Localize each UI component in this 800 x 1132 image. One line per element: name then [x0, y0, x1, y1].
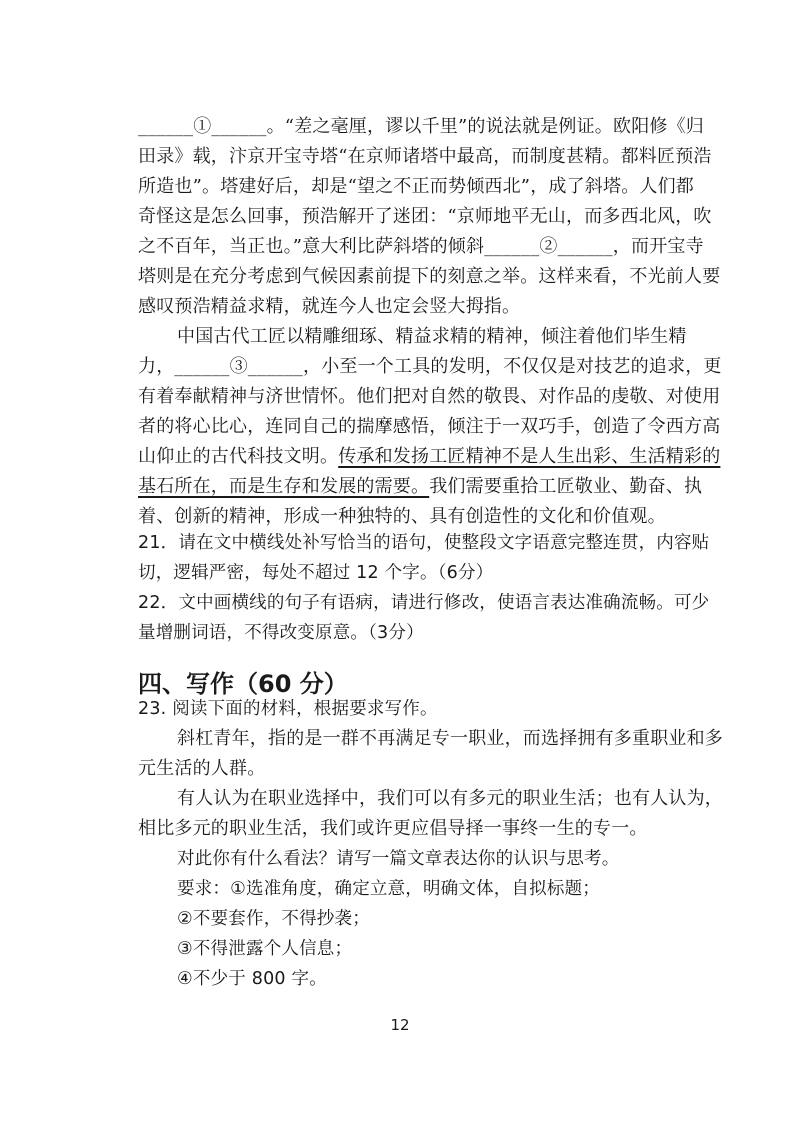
writing-prompt: 对此你有什么看法？请写一篇文章表达你的认识与思考。: [177, 849, 620, 869]
passage-line: 有着奉献精神与济世情怀。他们把对自然的敬畏、对作品的虔敬、对使用: [138, 386, 721, 407]
passage-line: 奇怪这是怎么回事，预浩解开了迷团：“京师地平无山，而多西北风，吹: [138, 206, 712, 227]
material-line: 元生活的人群。: [138, 758, 266, 779]
passage-line: 之不百年，当正也。”意大利比萨斜塔的倾斜______②______，而开宝寺: [138, 236, 704, 257]
underlined-sentence: 传承和发扬工匠精神不是人生出彩、生活精彩的: [338, 446, 721, 467]
passage-line: 着、创新的精神，形成一种独特的、具有创造性的文化和价值观。: [138, 506, 666, 527]
passage-text: 山仰止的古代科技文明。: [138, 446, 339, 467]
page-number: 12: [390, 1016, 410, 1034]
underlined-sentence: 基石所在，而是生存和发展的需要。: [138, 476, 430, 497]
passage-text: 我们需要重拾工匠敬业、勤奋、执: [429, 476, 703, 497]
passage-line: 田录》载，汴京开宝寺塔“在京师诸塔中最高，而制度甚精。都料匠预浩: [138, 146, 712, 167]
material-line: 有人认为在职业选择中，我们可以有多元的职业生活；也有人认为，: [177, 788, 723, 809]
passage-line: 中国古代工匠以精雕细琢、精益求精的精神，倾注着他们毕生精: [177, 326, 687, 347]
material-line: 斜杠青年，指的是一群不再满足专一职业，而选择拥有多重职业和多: [177, 728, 723, 749]
passage-line: 者的将心比心，连同自己的揣摩感悟，倾注于一双巧手，创造了令西方高: [138, 416, 721, 437]
requirement-line: ③不得泄露个人信息；: [177, 939, 353, 959]
material-line: 相比多元的职业生活，我们或许更应倡导择一事终一生的专一。: [138, 818, 648, 839]
requirement-line: ②不要套作，不得抄袭；: [177, 909, 370, 929]
requirement-line: 要求：①选准角度，确定立意，明确文体，自拟标题；: [177, 879, 600, 899]
question-line: 量增删词语，不得改变原意。（3分）: [138, 623, 424, 643]
passage-line: [138, 474, 702, 500]
question-line: 22．文中画横线的句子有语病，请进行修改，使语言表达准确流畅。可少: [138, 593, 710, 613]
requirement-line: ④不少于 800 字。: [177, 969, 327, 989]
question-23-heading: 23. 阅读下面的材料，根据要求写作。: [138, 699, 438, 719]
passage-line: 塔则是在充分考虑到气候因素前提下的刻意之举。这样来看，不光前人要: [138, 266, 721, 287]
section-title: 四、写作（60 分）: [138, 670, 348, 698]
passage-line: [138, 444, 720, 470]
passage-line: 力，______③______，小至一个工具的发明，不仅仅是对技艺的追求，更: [138, 356, 722, 377]
passage-line: 感叹预浩精益求精，就连今人也定会竖大拇指。: [138, 296, 521, 317]
passage-line: ______①______。“差之毫厘，谬以千里”的说法就是例证。欧阳修《归: [138, 116, 705, 137]
question-line: 切，逻辑严密，每处不超过 12 个字。（6分）: [138, 563, 494, 583]
passage-line: 所造也”。塔建好后，却是“望之不正而势倾西北”，成了斜塔。人们都: [138, 176, 695, 197]
question-line: 21．请在文中横线处补写恰当的语句，使整段文字语意完整连贯，内容贴: [138, 533, 710, 553]
